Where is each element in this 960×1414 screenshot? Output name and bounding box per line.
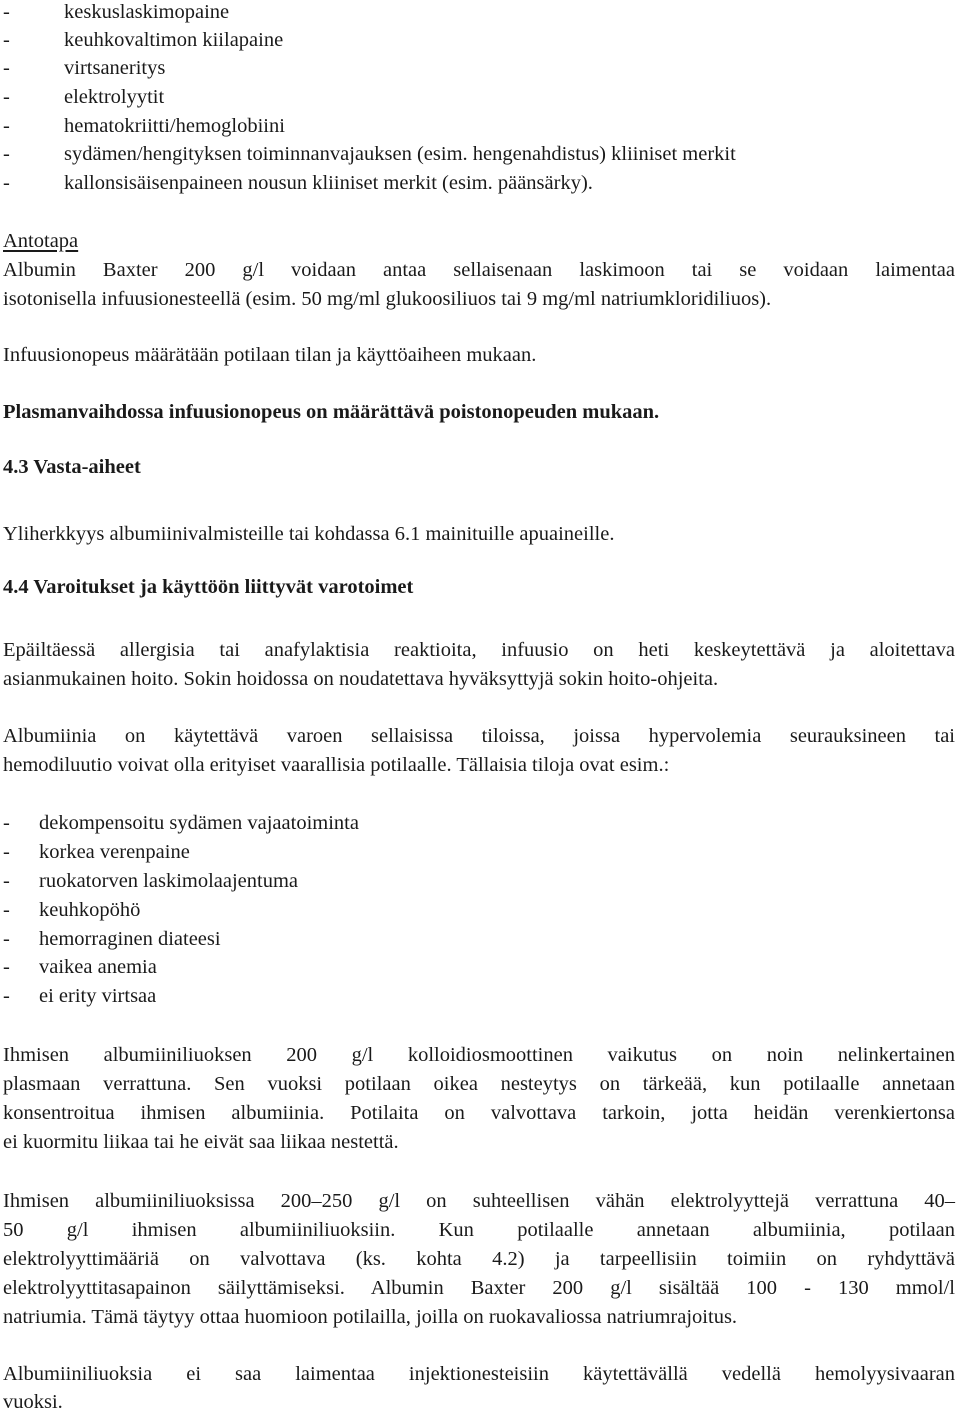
paragraph-line: Epäiltäessä allergisia tai anafylaktisia reaktioita, infuusio on heti keskeytettävä ja aloitettava	[3, 639, 955, 661]
section-heading-4-4: 4.4 Varoitukset ja käyttöön liittyvät varotoimet	[3, 576, 414, 598]
paragraph-line: Ihmisen albumiiniliuoksissa 200–250 g/l on suhteellisen vähän elektrolyyttejä verrattuna 40–	[3, 1190, 955, 1212]
paragraph-line: Ihmisen albumiiniliuoksen 200 g/l kolloidiosmoottinen vaikutus on noin nelinkertainen	[3, 1044, 955, 1066]
list-item: - ruokatorven laskimolaajentuma	[3, 870, 299, 892]
list-item: - keuhkovaltimon kiilapaine	[3, 29, 284, 51]
paragraph: Yliherkkyys albumiinivalmisteille tai kohdassa 6.1 mainituille apuaineille.	[3, 523, 615, 545]
paragraph: Infuusionopeus määrätään potilaan tilan ja käyttöaiheen mukaan.	[3, 344, 537, 366]
paragraph-line: 50 g/l ihmisen albumiiniliuoksiin. Kun potilaalle annetaan albumiinia, potilaan	[3, 1219, 955, 1241]
list-item: - hematokriitti/hemoglobiini	[3, 115, 285, 137]
paragraph-line: elektrolyyttitasapainon säilyttämiseksi. Albumin Baxter 200 g/l sisältää 100 - 130 mmol/l	[3, 1277, 955, 1299]
paragraph-line: isotonisella infuusionesteellä (esim. 50 mg/ml glukoosiliuos tai 9 mg/ml natriumkloridiliuos).	[3, 288, 772, 310]
list-item: - hemorraginen diateesi	[3, 928, 221, 950]
paragraph-line: asianmukainen hoito. Sokin hoidossa on noudatettava hyväksyttyjä sokin hoito-ohjeita.	[3, 668, 719, 690]
list-item: - keskuslaskimopaine	[3, 1, 230, 23]
paragraph-line: vuoksi.	[3, 1391, 63, 1413]
paragraph-line: Albumin Baxter 200 g/l voidaan antaa sellaisenaan laskimoon tai se voidaan laimentaa	[3, 259, 955, 281]
paragraph-line: natriumia. Tämä täytyy ottaa huomioon potilailla, joilla on ruokavaliossa natriumrajoitus.	[3, 1306, 738, 1328]
list-item: - virtsaneritys	[3, 57, 166, 79]
paragraph-line: plasmaan verrattuna. Sen vuoksi potilaan oikea nesteytys on tärkeää, kun potilaalle annetaan	[3, 1073, 955, 1095]
list-item: - elektrolyytit	[3, 86, 165, 108]
list-item: - dekompensoitu sydämen vajaatoiminta	[3, 812, 359, 834]
paragraph-line: ei kuormitu liikaa tai he eivät saa liikaa nestettä.	[3, 1131, 399, 1153]
paragraph-line: Albumiiniliuoksia ei saa laimentaa injektionesteisiin käytettävällä vedellä hemolyysivaaran	[3, 1363, 955, 1385]
list-item: - korkea verenpaine	[3, 841, 190, 863]
list-item: - keuhkopöhö	[3, 899, 141, 921]
list-item: - vaikea anemia	[3, 956, 157, 978]
section-heading-4-3: 4.3 Vasta-aiheet	[3, 456, 141, 478]
paragraph-line: konsentroitua ihmisen albumiinia. Potilaita on valvottava tarkoin, jotta heidän verenkiertonsa	[3, 1102, 955, 1124]
list-item: - kallonsisäisenpaineen nousun kliiniset merkit (esim. päänsärky).	[3, 172, 593, 194]
paragraph-line: hemodiluutio voivat olla erityiset vaarallisia potilaalle. Tällaisia tiloja ovat esim.:	[3, 754, 670, 776]
paragraph-line: elektrolyyttimääriä on valvottava (ks. kohta 4.2) ja tarpeellisiin toimiin on ryhdyttävä	[3, 1248, 955, 1270]
paragraph-line: Albumiinia on käytettävä varoen sellaisissa tiloissa, joissa hypervolemia seurauksineen tai	[3, 725, 955, 747]
section-heading-antotapa: Antotapa	[3, 230, 79, 252]
list-item: - ei erity virtsaa	[3, 985, 157, 1007]
list-item: - sydämen/hengityksen toiminnanvajauksen (esim. hengenahdistus) kliiniset merkit	[3, 143, 736, 165]
paragraph-bold: Plasmanvaihdossa infuusionopeus on määrättävä poistonopeuden mukaan.	[3, 401, 660, 423]
